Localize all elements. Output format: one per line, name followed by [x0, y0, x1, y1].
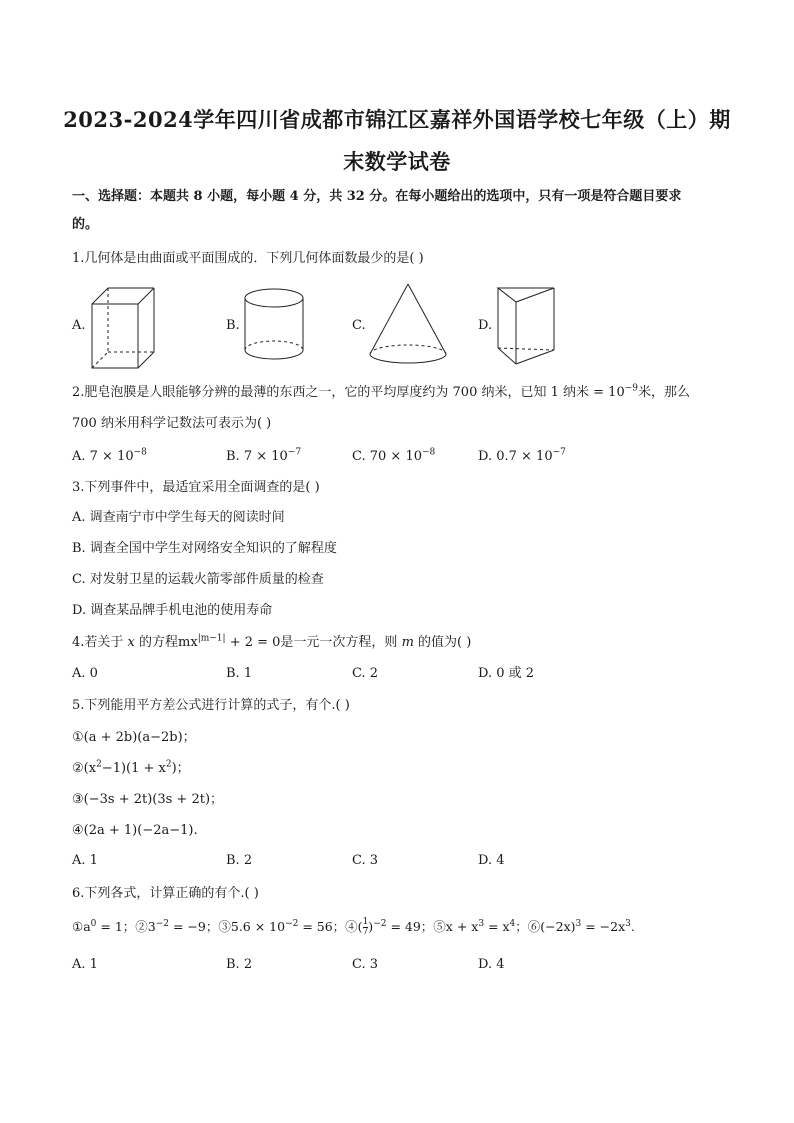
q6-option-d: D. 4	[478, 957, 505, 972]
q2-option-c: C. $70 \times 10^{-8}$	[352, 447, 436, 464]
q4-option-c: C. 2	[352, 666, 379, 681]
question-6-stem: 6.下列各式，计算正确的有个.( )	[72, 886, 259, 901]
q6-expression: $①a^0 = 1$；$②3^{-2} = -9$；③5.6 × $10^{-2} = 56$；④( $\frac{1}{7}$ )$^{-2}$ = 49；⑤x + $x^3 = x^4$；$⑥(-2x)^3 = -2x^3$.	[72, 917, 635, 937]
question-2-stem-cont: 700 纳米用科学记数法可表示为( )	[72, 416, 272, 431]
triangular-prism-icon	[494, 284, 560, 368]
q2-option-a: A. $7 \times 10^{-8}$	[72, 447, 147, 464]
q5-option-b: B. 2	[226, 853, 253, 868]
q4-option-a: A. 0	[72, 666, 98, 681]
q5-item-3: ③(−3s + 2t)(3s + 2t)；	[72, 792, 224, 807]
page-title-line2: 末数学试卷	[343, 149, 451, 174]
q5-option-c: C. 3	[352, 853, 379, 868]
cone-icon	[366, 282, 450, 366]
q5-option-d: D. 4	[478, 853, 505, 868]
page-title: 2023-2024学年四川省成都市锦江区嘉祥外国语学校七年级（上）期	[63, 107, 731, 132]
q2-option-d: D. $0.7 \times 10^{-7}$	[478, 447, 566, 464]
q2-option-b: B. $7 \times 10^{-7}$	[226, 447, 302, 464]
q3-option-d: D. 调查某品牌手机电池的使用寿命	[72, 603, 273, 618]
q1-option-d-label: D.	[478, 318, 493, 333]
q5-item-4: ④(2a + 1)(−2a−1).	[72, 823, 198, 838]
q4-option-b: B. 1	[226, 666, 253, 681]
q6-fraction: $\frac{1}{7}$	[362, 917, 369, 937]
q3-option-c: C. 对发射卫星的运载火箭零部件质量的检查	[72, 572, 324, 587]
q1-option-a-label: A.	[72, 318, 86, 333]
q1-option-b-label: B.	[226, 318, 240, 333]
q3-option-b: B. 调查全国中学生对网络安全知识的了解程度	[72, 541, 337, 556]
question-1-stem: 1.几何体是由曲面或平面围成的．下列几何体面数最少的是( )	[72, 251, 424, 266]
q6-option-c: C. 3	[352, 957, 379, 972]
q6-option-b: B. 2	[226, 957, 253, 972]
question-5-stem: 5.下列能用平方差公式进行计算的式子，有个.( )	[72, 698, 350, 713]
q5-option-a: A. 1	[72, 853, 98, 868]
cube-icon	[88, 282, 160, 372]
question-4-stem: 4.若关于 x 的方程$mx^{|m-1|} + 2 = 0$是一元一次方程，则 m 的值为( )	[72, 633, 472, 650]
q3-option-a: A. 调查南宁市中学生每天的阅读时间	[72, 510, 285, 525]
q4-option-d: D. 0 或 2	[478, 666, 535, 681]
section-heading: 一、选择题：本题共 8 小题，每小题 4 分，共 32 分。在每小题给出的选项中，只有一项是符合题目要求	[72, 189, 682, 204]
question-3-stem: 3.下列事件中，最适宜采用全面调查的是( )	[72, 480, 320, 495]
q5-item-2: $②(x^2-1)(1 + x^2)$；	[72, 759, 190, 776]
q6-option-a: A. 1	[72, 957, 98, 972]
section-heading-cont: 的。	[72, 217, 99, 232]
q5-item-1: ①(a + 2b)(a−2b)；	[72, 730, 196, 745]
cylinder-icon	[240, 286, 310, 366]
question-2-stem: 2.肥皂泡膜是人眼能够分辨的最薄的东西之一，它的平均厚度约为 700 纳米，已知 1 纳米 = $10^{-9}$米，那么	[72, 383, 691, 400]
q1-option-c-label: C.	[352, 318, 366, 333]
